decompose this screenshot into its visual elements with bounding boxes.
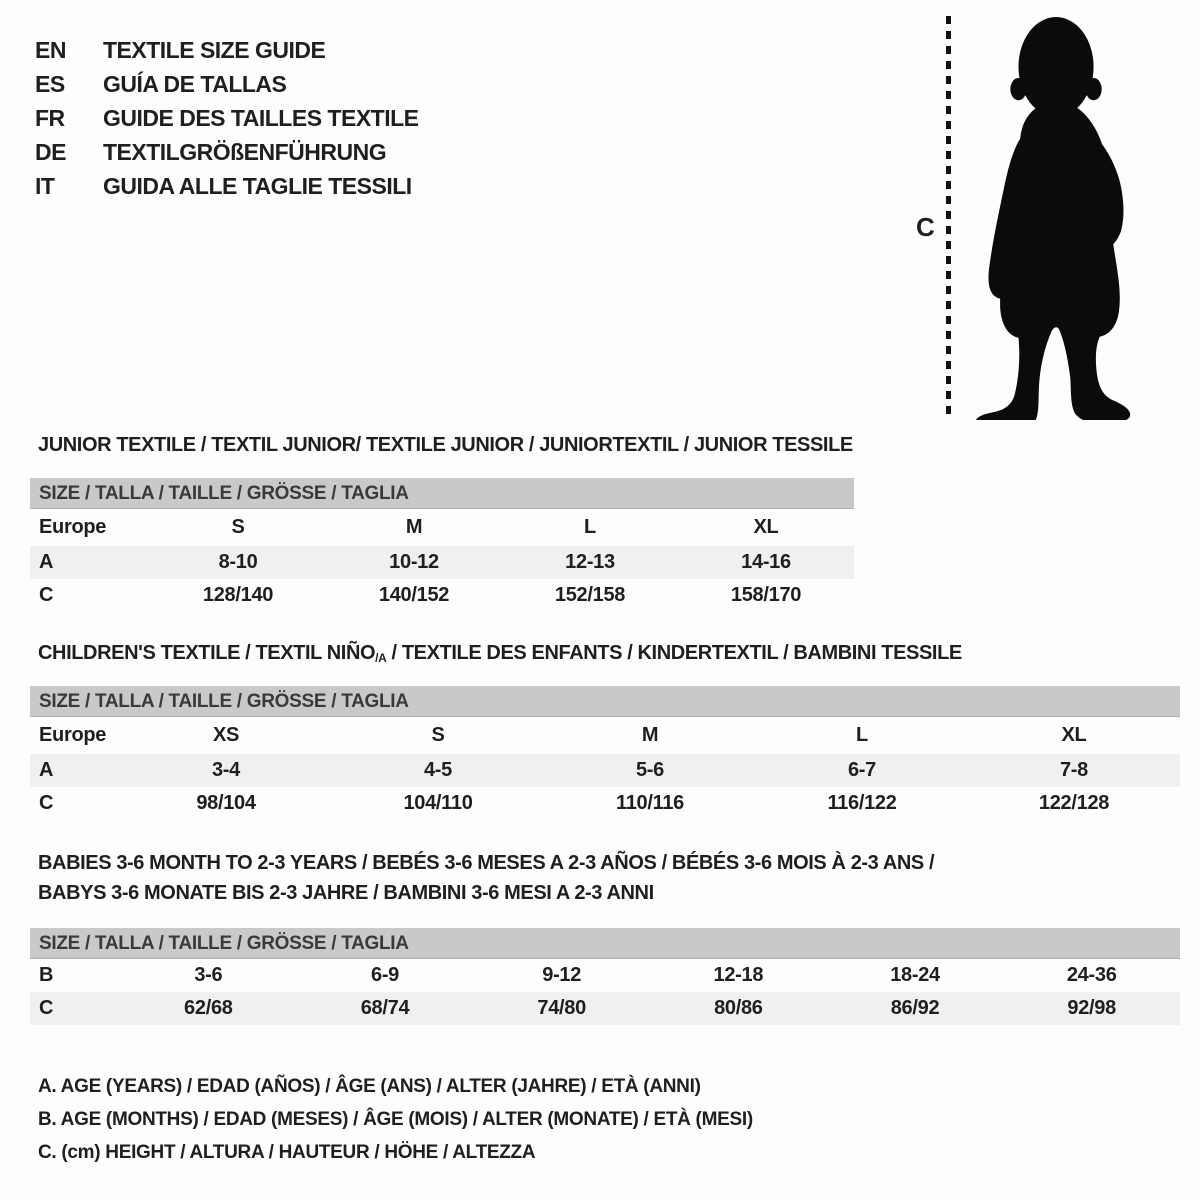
language-row-de	[35, 135, 419, 169]
table-cell: 92/98	[1067, 997, 1116, 1019]
row-label: A	[39, 759, 54, 781]
table-cell: 3-6	[194, 964, 223, 986]
table-cell: 152/158	[554, 584, 626, 606]
table-row	[30, 546, 854, 579]
language-row-en	[35, 33, 419, 67]
table-cell: 122/128	[1038, 792, 1110, 814]
table-cell: 140/152	[378, 584, 450, 606]
size-header-bar: SIZE / TALLA / TAILLE / GRÖSSE / TAGLIA	[30, 928, 1180, 959]
legend-line-c: C. (cm) HEIGHT / ALTURA / HAUTEUR / HÖHE / ALTEZZA	[38, 1142, 536, 1163]
table-cell: 110/116	[616, 792, 684, 814]
guide-title: GUIDA ALLE TAGLIE TESSILI	[103, 172, 412, 199]
table-cell: 9-12	[542, 964, 582, 986]
size-column-header: XS	[212, 724, 240, 746]
table-row	[30, 509, 854, 546]
table-cell: 18-24	[890, 964, 940, 986]
table-cell: 116/122	[827, 792, 897, 814]
language-code: ES	[35, 70, 65, 97]
junior-size-table	[30, 478, 854, 612]
section-title-babies-line1: BABIES 3-6 MONTH TO 2-3 YEARS / BEBÉS 3-6 MESES A 2-3 AÑOS / BÉBÉS 3-6 MOIS À 2-3 ANS /	[38, 852, 935, 874]
table-cell: 5-6	[635, 759, 664, 781]
row-label: B	[39, 964, 54, 986]
size-header-bar: SIZE / TALLA / TAILLE / GRÖSSE / TAGLIA	[30, 686, 1180, 717]
language-title-list	[35, 33, 419, 203]
section-title-text: CHILDREN'S TEXTILE / TEXTIL NIÑO	[38, 642, 376, 664]
language-code: IT	[35, 172, 55, 199]
table-row	[30, 717, 1180, 754]
table-cell: 8-10	[218, 551, 258, 573]
table-cell: 24-36	[1066, 964, 1117, 986]
guide-title: TEXTILGRÖßENFÜHRUNG	[103, 138, 387, 165]
guide-title: GUIDE DES TAILLES TEXTILE	[103, 104, 419, 131]
legend-line-b: B. AGE (MONTHS) / EDAD (MESES) / ÂGE (MOIS) / ALTER (MONATE) / ETÀ (MESI)	[38, 1109, 753, 1130]
table-cell: 74/80	[537, 997, 586, 1019]
table-cell: 7-8	[1059, 759, 1088, 781]
size-header-bar: SIZE / TALLA / TAILLE / GRÖSSE / TAGLIA	[30, 478, 854, 509]
babies-size-table	[30, 928, 1180, 1025]
row-label: C	[39, 792, 54, 814]
table-row	[30, 959, 1180, 992]
language-row-it	[35, 169, 419, 203]
table-cell: 98/104	[196, 792, 256, 814]
table-cell: 104/110	[403, 792, 473, 814]
table-row	[30, 754, 1180, 787]
size-column-header: XL	[1061, 724, 1087, 746]
section-title-babies-line2: BABYS 3-6 MONATE BIS 2-3 JAHRE / BAMBINI 3-6 MESI A 2-3 ANNI	[38, 882, 654, 904]
table-cell: 128/140	[202, 584, 274, 606]
language-code: DE	[35, 138, 66, 165]
row-label: A	[39, 551, 54, 573]
row-label: C	[39, 997, 54, 1019]
table-cell: 80/86	[714, 997, 763, 1019]
table-cell: 62/68	[184, 997, 233, 1019]
size-column-header: M	[641, 724, 659, 746]
table-cell: 14-16	[741, 551, 791, 573]
language-row-es	[35, 67, 419, 101]
table-cell: 6-7	[847, 759, 876, 781]
table-row	[30, 787, 1180, 820]
height-measure-dashed-line	[946, 16, 951, 418]
language-code: EN	[35, 36, 66, 63]
size-column-header: S	[231, 516, 245, 538]
table-cell: 12-13	[565, 551, 615, 573]
row-label: Europe	[39, 724, 107, 746]
size-column-header: M	[405, 516, 423, 538]
table-row	[30, 579, 854, 612]
toddler-silhouette-icon	[970, 14, 1138, 420]
section-title-subscript: /A	[375, 651, 387, 665]
section-title-junior: JUNIOR TEXTILE / TEXTIL JUNIOR/ TEXTILE JUNIOR / JUNIORTEXTIL / JUNIOR TESSILE	[38, 434, 853, 456]
table-cell: 10-12	[389, 551, 439, 573]
language-row-fr	[35, 101, 419, 135]
table-cell: 68/74	[360, 997, 410, 1019]
language-code: FR	[35, 104, 65, 131]
size-column-header: S	[431, 724, 445, 746]
size-column-header: L	[856, 724, 868, 746]
section-title-children	[38, 642, 962, 665]
table-cell: 158/170	[730, 584, 802, 606]
table-row	[30, 992, 1180, 1025]
guide-title: GUÍA DE TALLAS	[103, 70, 287, 97]
table-cell: 3-4	[211, 759, 240, 781]
size-column-header: L	[584, 516, 596, 538]
table-cell: 4-5	[423, 759, 452, 781]
size-column-header: XL	[753, 516, 779, 538]
legend-line-a: A. AGE (YEARS) / EDAD (AÑOS) / ÂGE (ANS) / ALTER (JAHRE) / ETÀ (ANNI)	[38, 1076, 701, 1097]
row-label: C	[39, 584, 54, 606]
table-cell: 86/92	[890, 997, 940, 1019]
children-size-table	[30, 686, 1180, 820]
section-title-text: / TEXTILE DES ENFANTS / KINDERTEXTIL / BAMBINI TESSILE	[386, 642, 962, 664]
height-measure-label: C	[916, 212, 935, 242]
table-cell: 6-9	[371, 964, 400, 986]
guide-title: TEXTILE SIZE GUIDE	[103, 36, 326, 63]
table-cell: 12-18	[713, 964, 764, 986]
row-label: Europe	[39, 516, 107, 538]
